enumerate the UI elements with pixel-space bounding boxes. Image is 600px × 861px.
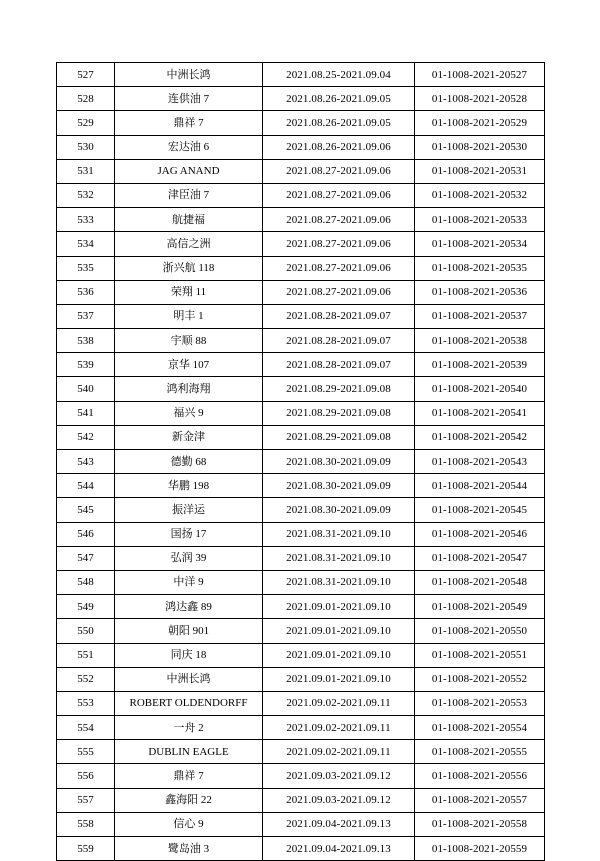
- cell-vessel-name: 连供油 7: [115, 87, 263, 111]
- cell-date-range: 2021.08.27-2021.09.06: [263, 280, 415, 304]
- cell-certificate-code: 01-1008-2021-20529: [415, 111, 545, 135]
- table-row: [57, 111, 545, 135]
- cell-vessel-name: 荣翔 11: [115, 280, 263, 304]
- cell-serial-number: 558: [57, 812, 115, 836]
- cell-serial-number: 546: [57, 522, 115, 546]
- cell-date-range: 2021.09.03-2021.09.12: [263, 764, 415, 788]
- cell-vessel-name: 一舟 2: [115, 716, 263, 740]
- cell-date-range: 2021.08.27-2021.09.06: [263, 232, 415, 256]
- cell-serial-number: 537: [57, 304, 115, 328]
- cell-vessel-name: 鑫海阳 22: [115, 788, 263, 812]
- cell-vessel-name: 朝阳 901: [115, 619, 263, 643]
- cell-certificate-code: 01-1008-2021-20551: [415, 643, 545, 667]
- table-row: [57, 570, 545, 594]
- cell-certificate-code: 01-1008-2021-20543: [415, 450, 545, 474]
- table-row: [57, 401, 545, 425]
- table-row: [57, 740, 545, 764]
- table-row: [57, 546, 545, 570]
- cell-serial-number: 557: [57, 788, 115, 812]
- cell-serial-number: 529: [57, 111, 115, 135]
- cell-certificate-code: 01-1008-2021-20554: [415, 716, 545, 740]
- cell-certificate-code: 01-1008-2021-20548: [415, 570, 545, 594]
- cell-serial-number: 543: [57, 450, 115, 474]
- cell-serial-number: 553: [57, 691, 115, 715]
- cell-date-range: 2021.08.26-2021.09.06: [263, 135, 415, 159]
- cell-date-range: 2021.09.03-2021.09.12: [263, 788, 415, 812]
- cell-serial-number: 530: [57, 135, 115, 159]
- table-row: [57, 304, 545, 328]
- cell-vessel-name: 福兴 9: [115, 401, 263, 425]
- table-row: [57, 256, 545, 280]
- cell-vessel-name: 津臣油 7: [115, 183, 263, 207]
- cell-serial-number: 540: [57, 377, 115, 401]
- table-row: [57, 619, 545, 643]
- cell-certificate-code: 01-1008-2021-20538: [415, 329, 545, 353]
- cell-date-range: 2021.09.01-2021.09.10: [263, 619, 415, 643]
- table-row: [57, 837, 545, 861]
- cell-serial-number: 555: [57, 740, 115, 764]
- table-row: [57, 329, 545, 353]
- table-row: [57, 643, 545, 667]
- cell-certificate-code: 01-1008-2021-20546: [415, 522, 545, 546]
- cell-certificate-code: 01-1008-2021-20555: [415, 740, 545, 764]
- cell-certificate-code: 01-1008-2021-20537: [415, 304, 545, 328]
- cell-serial-number: 556: [57, 764, 115, 788]
- cell-vessel-name: ROBERT OLDENDORFF: [115, 691, 263, 715]
- cell-vessel-name: DUBLIN EAGLE: [115, 740, 263, 764]
- cell-vessel-name: 中洲长鸿: [115, 63, 263, 87]
- cell-date-range: 2021.08.29-2021.09.08: [263, 425, 415, 449]
- table-row: [57, 135, 545, 159]
- cell-certificate-code: 01-1008-2021-20528: [415, 87, 545, 111]
- table-row: [57, 522, 545, 546]
- cell-certificate-code: 01-1008-2021-20552: [415, 667, 545, 691]
- table-row: [57, 280, 545, 304]
- cell-date-range: 2021.08.26-2021.09.05: [263, 87, 415, 111]
- cell-serial-number: 542: [57, 425, 115, 449]
- table-row: [57, 691, 545, 715]
- cell-vessel-name: 鼎祥 7: [115, 111, 263, 135]
- cell-serial-number: 539: [57, 353, 115, 377]
- table-row: [57, 498, 545, 522]
- cell-certificate-code: 01-1008-2021-20553: [415, 691, 545, 715]
- table-row: [57, 764, 545, 788]
- cell-date-range: 2021.08.29-2021.09.08: [263, 401, 415, 425]
- cell-certificate-code: 01-1008-2021-20542: [415, 425, 545, 449]
- cell-vessel-name: 振洋运: [115, 498, 263, 522]
- cell-vessel-name: 同庆 18: [115, 643, 263, 667]
- cell-serial-number: 538: [57, 329, 115, 353]
- cell-certificate-code: 01-1008-2021-20527: [415, 63, 545, 87]
- cell-certificate-code: 01-1008-2021-20558: [415, 812, 545, 836]
- cell-certificate-code: 01-1008-2021-20556: [415, 764, 545, 788]
- cell-date-range: 2021.08.27-2021.09.06: [263, 256, 415, 280]
- cell-date-range: 2021.08.27-2021.09.06: [263, 159, 415, 183]
- cell-vessel-name: 德勤 68: [115, 450, 263, 474]
- cell-serial-number: 554: [57, 716, 115, 740]
- cell-serial-number: 550: [57, 619, 115, 643]
- table-row: [57, 353, 545, 377]
- cell-date-range: 2021.08.30-2021.09.09: [263, 498, 415, 522]
- table-body: [57, 63, 545, 861]
- cell-date-range: 2021.09.02-2021.09.11: [263, 691, 415, 715]
- records-table: [56, 62, 545, 861]
- table-row: [57, 812, 545, 836]
- table-row: [57, 87, 545, 111]
- cell-serial-number: 548: [57, 570, 115, 594]
- cell-date-range: 2021.08.30-2021.09.09: [263, 474, 415, 498]
- cell-certificate-code: 01-1008-2021-20540: [415, 377, 545, 401]
- cell-vessel-name: 高信之洲: [115, 232, 263, 256]
- cell-vessel-name: 华鹏 198: [115, 474, 263, 498]
- cell-serial-number: 528: [57, 87, 115, 111]
- cell-certificate-code: 01-1008-2021-20533: [415, 208, 545, 232]
- cell-date-range: 2021.08.30-2021.09.09: [263, 450, 415, 474]
- cell-date-range: 2021.09.01-2021.09.10: [263, 643, 415, 667]
- cell-serial-number: 527: [57, 63, 115, 87]
- cell-certificate-code: 01-1008-2021-20534: [415, 232, 545, 256]
- table-row: [57, 450, 545, 474]
- table-row: [57, 425, 545, 449]
- cell-serial-number: 551: [57, 643, 115, 667]
- table-row: [57, 208, 545, 232]
- cell-certificate-code: 01-1008-2021-20547: [415, 546, 545, 570]
- cell-serial-number: 559: [57, 837, 115, 861]
- cell-vessel-name: 航捷福: [115, 208, 263, 232]
- cell-certificate-code: 01-1008-2021-20550: [415, 619, 545, 643]
- cell-date-range: 2021.08.28-2021.09.07: [263, 329, 415, 353]
- cell-date-range: 2021.09.01-2021.09.10: [263, 667, 415, 691]
- cell-vessel-name: 新金津: [115, 425, 263, 449]
- table-row: [57, 377, 545, 401]
- table-row: [57, 667, 545, 691]
- cell-serial-number: 552: [57, 667, 115, 691]
- cell-serial-number: 533: [57, 208, 115, 232]
- cell-date-range: 2021.09.02-2021.09.11: [263, 716, 415, 740]
- cell-serial-number: 535: [57, 256, 115, 280]
- cell-date-range: 2021.09.01-2021.09.10: [263, 595, 415, 619]
- cell-vessel-name: JAG ANAND: [115, 159, 263, 183]
- cell-serial-number: 544: [57, 474, 115, 498]
- table-row: [57, 183, 545, 207]
- cell-vessel-name: 鸿利海翔: [115, 377, 263, 401]
- cell-serial-number: 534: [57, 232, 115, 256]
- cell-serial-number: 547: [57, 546, 115, 570]
- cell-certificate-code: 01-1008-2021-20530: [415, 135, 545, 159]
- cell-date-range: 2021.08.28-2021.09.07: [263, 304, 415, 328]
- cell-serial-number: 536: [57, 280, 115, 304]
- cell-certificate-code: 01-1008-2021-20539: [415, 353, 545, 377]
- cell-vessel-name: 宇顺 88: [115, 329, 263, 353]
- cell-certificate-code: 01-1008-2021-20531: [415, 159, 545, 183]
- table-row: [57, 63, 545, 87]
- cell-date-range: 2021.09.04-2021.09.13: [263, 837, 415, 861]
- cell-serial-number: 549: [57, 595, 115, 619]
- cell-date-range: 2021.08.27-2021.09.06: [263, 183, 415, 207]
- cell-certificate-code: 01-1008-2021-20535: [415, 256, 545, 280]
- cell-serial-number: 531: [57, 159, 115, 183]
- table-row: [57, 716, 545, 740]
- cell-certificate-code: 01-1008-2021-20545: [415, 498, 545, 522]
- cell-vessel-name: 宏达油 6: [115, 135, 263, 159]
- cell-date-range: 2021.08.27-2021.09.06: [263, 208, 415, 232]
- cell-serial-number: 545: [57, 498, 115, 522]
- cell-vessel-name: 浙兴航 118: [115, 256, 263, 280]
- cell-vessel-name: 京华 107: [115, 353, 263, 377]
- table-row: [57, 788, 545, 812]
- cell-certificate-code: 01-1008-2021-20557: [415, 788, 545, 812]
- cell-serial-number: 541: [57, 401, 115, 425]
- cell-certificate-code: 01-1008-2021-20549: [415, 595, 545, 619]
- table-row: [57, 159, 545, 183]
- cell-certificate-code: 01-1008-2021-20559: [415, 837, 545, 861]
- cell-date-range: 2021.08.25-2021.09.04: [263, 63, 415, 87]
- cell-date-range: 2021.08.31-2021.09.10: [263, 546, 415, 570]
- table-row: [57, 595, 545, 619]
- cell-date-range: 2021.08.28-2021.09.07: [263, 353, 415, 377]
- cell-vessel-name: 国扬 17: [115, 522, 263, 546]
- cell-date-range: 2021.09.02-2021.09.11: [263, 740, 415, 764]
- cell-date-range: 2021.08.26-2021.09.05: [263, 111, 415, 135]
- cell-date-range: 2021.08.31-2021.09.10: [263, 522, 415, 546]
- cell-vessel-name: 鸿达鑫 89: [115, 595, 263, 619]
- cell-certificate-code: 01-1008-2021-20544: [415, 474, 545, 498]
- cell-vessel-name: 弘润 39: [115, 546, 263, 570]
- cell-vessel-name: 中洋 9: [115, 570, 263, 594]
- cell-certificate-code: 01-1008-2021-20541: [415, 401, 545, 425]
- table-row: [57, 232, 545, 256]
- cell-date-range: 2021.08.31-2021.09.10: [263, 570, 415, 594]
- cell-vessel-name: 鹭岛油 3: [115, 837, 263, 861]
- cell-certificate-code: 01-1008-2021-20536: [415, 280, 545, 304]
- cell-certificate-code: 01-1008-2021-20532: [415, 183, 545, 207]
- cell-vessel-name: 信心 9: [115, 812, 263, 836]
- cell-vessel-name: 中洲长鸿: [115, 667, 263, 691]
- cell-vessel-name: 明丰 1: [115, 304, 263, 328]
- table-row: [57, 474, 545, 498]
- cell-vessel-name: 鼎祥 7: [115, 764, 263, 788]
- cell-date-range: 2021.09.04-2021.09.13: [263, 812, 415, 836]
- cell-date-range: 2021.08.29-2021.09.08: [263, 377, 415, 401]
- cell-serial-number: 532: [57, 183, 115, 207]
